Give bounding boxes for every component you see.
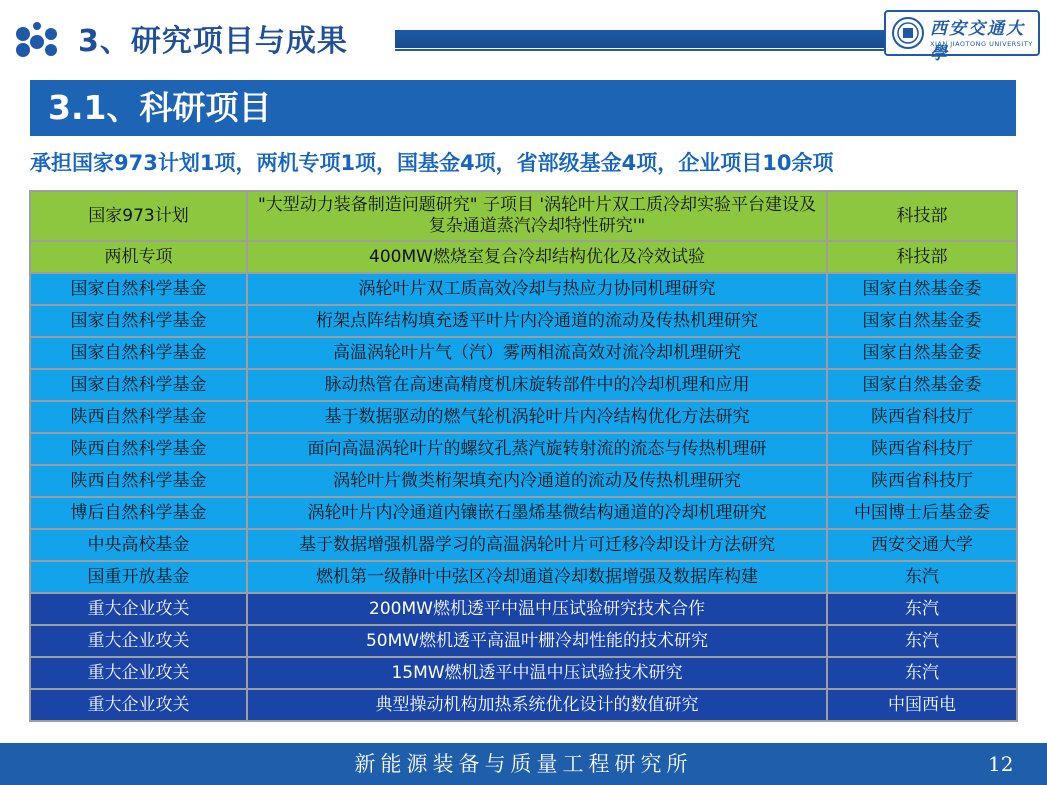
table-row xyxy=(30,561,1017,593)
category-cell: 陕西自然科学基金 xyxy=(30,465,247,497)
hexagon-dots-icon xyxy=(14,22,60,62)
project-cell: 面向高温涡轮叶片的螺纹孔蒸汽旋转射流的流态与传热机理研 xyxy=(247,433,827,465)
agency-cell: 国家自然基金委 xyxy=(827,369,1017,401)
header-decor-bar xyxy=(395,30,885,48)
agency-cell: 中国西电 xyxy=(827,689,1017,721)
table-row xyxy=(30,689,1017,721)
project-cell: 涡轮叶片微类桁架填充内冷通道的流动及传热机理研究 xyxy=(247,465,827,497)
category-cell: 重大企业攻关 xyxy=(30,593,247,625)
project-cell: 涡轮叶片双工质高效冷却与热应力协同机理研究 xyxy=(247,273,827,305)
project-cell: 50MW燃机透平高温叶栅冷却性能的技术研究 xyxy=(247,625,827,657)
project-cell: 涡轮叶片内冷通道内镶嵌石墨烯基微结构通道的冷却机理研究 xyxy=(247,497,827,529)
footer-text: 新能源装备与质量工程研究所 xyxy=(354,752,693,776)
agency-cell: 陕西省科技厅 xyxy=(827,465,1017,497)
agency-cell: 东汽 xyxy=(827,561,1017,593)
category-cell: 中央高校基金 xyxy=(30,529,247,561)
project-cell: 基于数据增强机器学习的高温涡轮叶片可迁移冷却设计方法研究 xyxy=(247,529,827,561)
category-cell: 博后自然科学基金 xyxy=(30,497,247,529)
project-cell: 桁架点阵结构填充透平叶片内冷通道的流动及传热机理研究 xyxy=(247,305,827,337)
agency-cell: 东汽 xyxy=(827,593,1017,625)
category-cell: 国家自然科学基金 xyxy=(30,305,247,337)
table-row xyxy=(30,465,1017,497)
table-row xyxy=(30,657,1017,689)
agency-cell: 中国博士后基金委 xyxy=(827,497,1017,529)
project-cell: 200MW燃机透平中温中压试验研究技术合作 xyxy=(247,593,827,625)
page-number: 12 xyxy=(988,752,1014,776)
university-name-en: XIAN JIAOTONG UNIVERSITY xyxy=(930,40,1033,48)
agency-cell: 陕西省科技厅 xyxy=(827,401,1017,433)
agency-cell: 科技部 xyxy=(827,191,1017,241)
category-cell: 重大企业攻关 xyxy=(30,657,247,689)
table-row xyxy=(30,401,1017,433)
agency-cell: 国家自然基金委 xyxy=(827,337,1017,369)
agency-cell: 东汽 xyxy=(827,625,1017,657)
page-title: 3、研究项目与成果 xyxy=(78,24,348,59)
category-cell: 陕西自然科学基金 xyxy=(30,433,247,465)
agency-cell: 东汽 xyxy=(827,657,1017,689)
table-row xyxy=(30,593,1017,625)
project-cell: 基于数据驱动的燃气轮机涡轮叶片内冷结构优化方法研究 xyxy=(247,401,827,433)
category-cell: 重大企业攻关 xyxy=(30,625,247,657)
table-row xyxy=(30,529,1017,561)
category-cell: 国家973计划 xyxy=(30,191,247,241)
category-cell: 国家自然科学基金 xyxy=(30,337,247,369)
table-row xyxy=(30,497,1017,529)
category-cell: 国家自然科学基金 xyxy=(30,369,247,401)
agency-cell: 国家自然基金委 xyxy=(827,305,1017,337)
section-title: 3.1、科研项目 xyxy=(48,88,272,127)
project-cell: 400MW燃烧室复合冷却结构优化及冷效试验 xyxy=(247,241,827,273)
project-cell: 典型操动机构加热系统优化设计的数值研究 xyxy=(247,689,827,721)
project-cell: 燃机第一级静叶中弦区冷却通道冷却数据增强及数据库构建 xyxy=(247,561,827,593)
university-logo xyxy=(884,10,1040,64)
category-cell: 陕西自然科学基金 xyxy=(30,401,247,433)
table-row xyxy=(30,241,1017,273)
agency-cell: 科技部 xyxy=(827,241,1017,273)
table-row xyxy=(30,337,1017,369)
project-cell: 高温涡轮叶片气（汽）雾两相流高效对流冷却机理研究 xyxy=(247,337,827,369)
project-cell: 15MW燃机透平中温中压试验技术研究 xyxy=(247,657,827,689)
table-row xyxy=(30,191,1017,241)
table-row xyxy=(30,369,1017,401)
category-cell: 重大企业攻关 xyxy=(30,689,247,721)
university-seal-icon xyxy=(892,17,924,49)
university-name: 西安交通大學 xyxy=(930,19,1025,64)
table-row xyxy=(30,273,1017,305)
agency-cell: 西安交通大学 xyxy=(827,529,1017,561)
project-cell: "大型动力装备制造问题研究" 子项目 '涡轮叶片双工质冷却实验平台建设及复杂通道蒸汽冷却特性研究'" xyxy=(247,191,827,241)
table-row xyxy=(30,305,1017,337)
table-row xyxy=(30,433,1017,465)
table-row xyxy=(30,625,1017,657)
category-cell: 国重开放基金 xyxy=(30,561,247,593)
summary-text: 承担国家973计划1项，两机专项1项，国基金4项，省部级基金4项，企业项目10余项 xyxy=(30,151,834,175)
projects-table xyxy=(29,190,1018,722)
category-cell: 两机专项 xyxy=(30,241,247,273)
agency-cell: 国家自然基金委 xyxy=(827,273,1017,305)
agency-cell: 陕西省科技厅 xyxy=(827,433,1017,465)
category-cell: 国家自然科学基金 xyxy=(30,273,247,305)
project-cell: 脉动热管在高速高精度机床旋转部件中的冷却机理和应用 xyxy=(247,369,827,401)
